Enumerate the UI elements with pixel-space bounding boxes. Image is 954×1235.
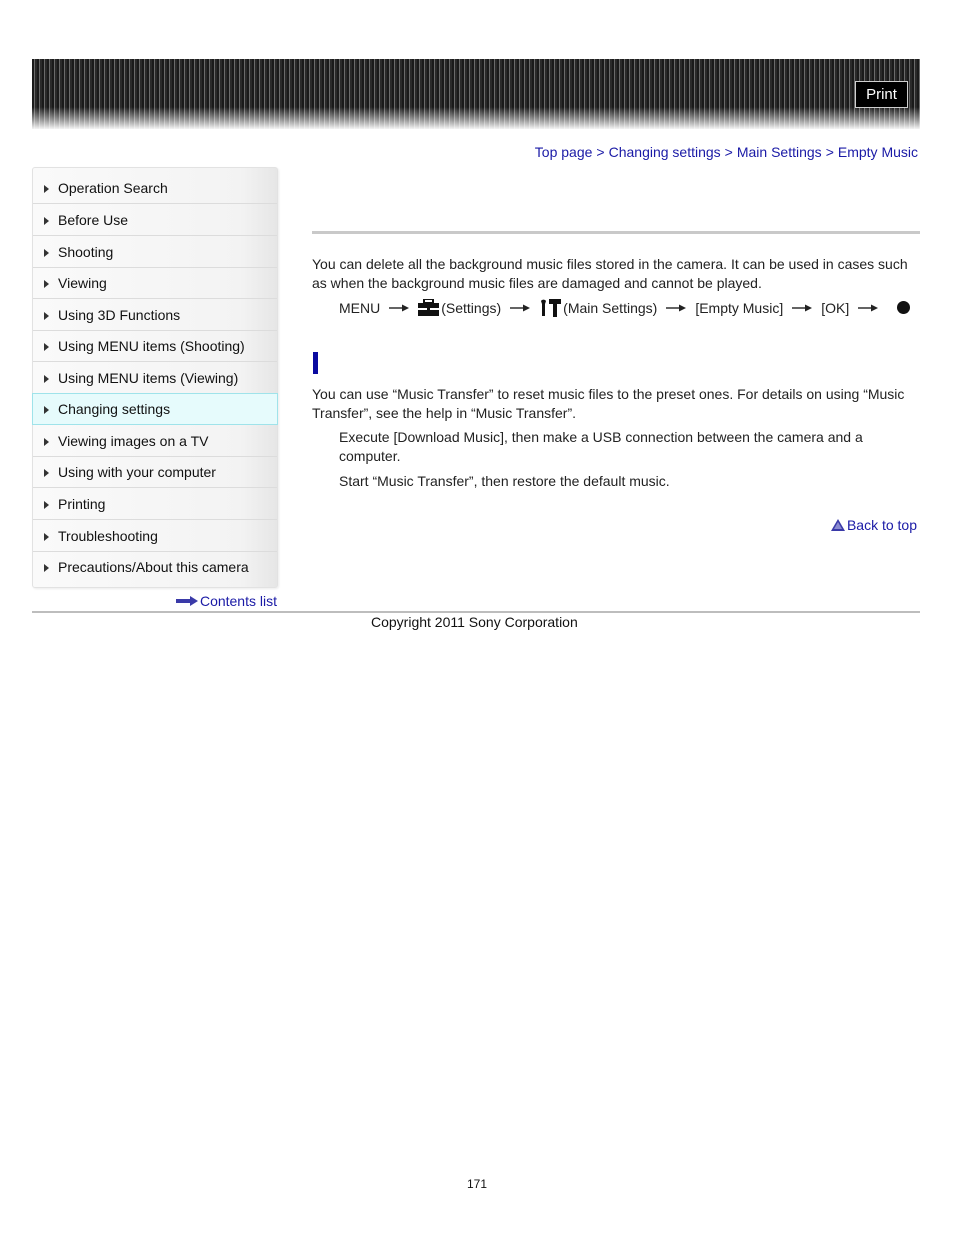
triangle-right-icon [44,406,49,414]
triangle-right-icon [44,469,49,477]
step-2 [339,472,899,491]
print-button[interactable]: Print [855,81,908,108]
breadcrumb-empty-music[interactable]: Empty Music [837,144,918,160]
triangle-right-icon [44,564,49,572]
sidebar-item-label: Viewing images on a TV [58,432,209,449]
sidebar-item-viewing[interactable] [33,267,277,299]
sidebar-item-label: Precautions/About this camera [58,559,249,575]
triangle-right-icon [44,249,49,257]
sidebar-nav [32,167,278,588]
step-line: Start “Music Transfer”, then restore the default music. [339,473,670,489]
sidebar-item-before-use[interactable] [33,204,277,236]
main-settings-label: (Main Settings) [563,299,658,316]
sidebar-item-label: Using 3D Functions [58,306,181,323]
breadcrumb [535,144,918,160]
sidebar-item-label: Printing [58,495,106,512]
sidebar-item-precautions[interactable] [33,551,277,583]
header-banner [32,59,920,129]
menu-label: MENU [339,299,381,316]
step-1 [339,428,899,466]
settings-label: (Settings) [441,299,502,316]
intro-line: You can delete all the background music files stored in the camera. It can be used in cases such [312,256,908,272]
sidebar-item-viewing-tv[interactable] [33,425,277,457]
sidebar-item-label: Operation Search [58,179,168,196]
sidebar-item-operation-search[interactable] [33,172,277,204]
sidebar-item-label: Using with your computer [58,463,216,480]
triangle-right-icon [44,343,49,351]
triangle-right-icon [44,533,49,541]
sidebar-item-3d-functions[interactable] [33,299,277,331]
wrench-hammer-icon [539,298,561,317]
sidebar-item-troubleshooting[interactable] [33,520,277,552]
back-to-top-link[interactable] [831,517,917,533]
sidebar-item-printing[interactable] [33,488,277,520]
triangle-right-icon [44,185,49,193]
sidebar-item-label: Troubleshooting [58,527,158,544]
sidebar-item-label: Shooting [58,243,114,260]
hint-paragraph [312,385,918,423]
sidebar-item-menu-shooting[interactable] [33,330,277,362]
arrow-right-icon [858,303,878,313]
sidebar-item-computer[interactable] [33,456,277,488]
hint-line: You can use “Music Transfer” to reset music files to the preset ones. For details on using “Music [312,386,905,402]
toolbox-icon [418,299,439,316]
footer-divider [32,611,920,613]
breadcrumb-top-page[interactable]: Top page [534,144,593,160]
arrow-right-icon [510,303,530,313]
page-number: 171 [466,1177,488,1191]
empty-music-label: [Empty Music] [695,299,784,316]
arrow-right-icon [792,303,812,313]
sidebar-item-shooting[interactable] [33,236,277,268]
sidebar-item-label: Viewing [58,274,107,291]
intro-line: as when the background music files are damaged and cannot be played. [312,275,762,291]
sidebar-item-label: Using MENU items (Shooting) [58,337,245,354]
triangle-right-icon [44,217,49,225]
triangle-right-icon [44,501,49,509]
step-line: Execute [Download Music], then make a USB connection between the camera and a [339,429,863,445]
arrow-right-icon [666,303,686,313]
center-button-icon [897,301,910,314]
sidebar-item-changing-settings[interactable] [32,393,278,425]
ok-label: [OK] [821,299,850,316]
step-line: computer. [339,448,401,464]
menu-path [339,298,910,317]
hint-section-marker [313,352,318,374]
contents-list-label: Contents list [199,593,277,609]
contents-list-link[interactable] [176,593,277,609]
triangle-right-icon [44,280,49,288]
copyright-text: Copyright 2011 Sony Corporation [371,614,578,630]
breadcrumb-separator: > [825,144,834,160]
arrow-right-icon [389,303,409,313]
sidebar-item-label: Using MENU items (Viewing) [58,369,239,386]
breadcrumb-changing-settings[interactable]: Changing settings [608,144,721,160]
breadcrumb-main-settings[interactable]: Main Settings [736,144,822,160]
breadcrumb-separator: > [724,144,733,160]
triangle-right-icon [44,312,49,320]
breadcrumb-separator: > [596,144,605,160]
back-to-top-label: Back to top [846,517,917,533]
sidebar-item-menu-viewing[interactable] [33,362,277,394]
title-divider [312,231,920,234]
arrow-right-icon [176,596,198,606]
intro-paragraph [312,255,918,293]
up-triangle-icon [831,519,845,531]
sidebar-item-label: Before Use [58,211,129,228]
triangle-right-icon [44,375,49,383]
sidebar-item-label: Changing settings [58,401,171,417]
triangle-right-icon [44,438,49,446]
hint-line: Transfer”, see the help in “Music Transfer”. [312,405,577,421]
